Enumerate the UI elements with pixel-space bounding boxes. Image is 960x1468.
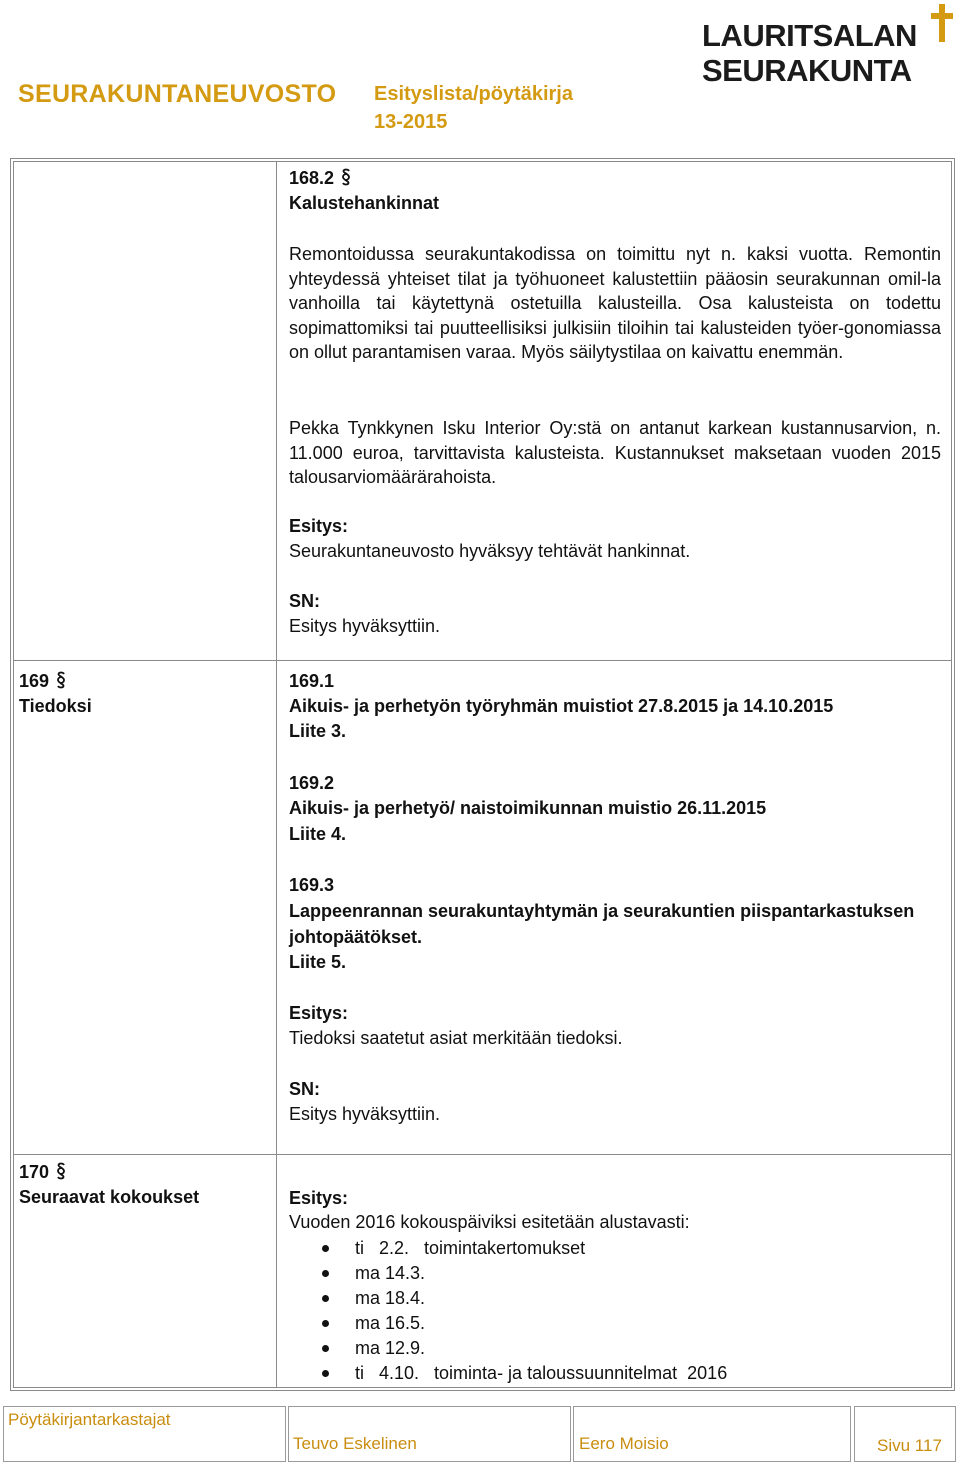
item-169-2-text: Aikuis- ja perhetyö/ naistoimikunnan muistio 26.11.2015 — [289, 798, 767, 818]
paragraph-168-2-a: Remontoidussa seurakuntakodissa on toimittu nyt n. kaksi vuotta. Remontin yhteydessä yhteiset tilat ja työhuoneet kalustettiin pääosin seurakunnan omil-la vanhoilla tai käytettynä ostetuilla kalusteilla. Osa kalusteista on todettu sopimattomiksi tai puutteellisiksi julkisiin tiloihin tai kalusteiden työer-gonomiassa on ollut parantamisen varaa. Myös säilytystilaa on kaivattu enemmän. — [289, 244, 941, 362]
doc-number: 13-2015 — [374, 111, 448, 133]
sn-label-169: SN: — [289, 1079, 320, 1099]
sn-label-168: SN: — [289, 591, 320, 611]
footer-reviewer-1: Teuvo Eskelinen — [293, 1434, 417, 1453]
esitys-label-168: Esitys: — [289, 516, 349, 536]
list-item: ma 16.5. — [322, 1311, 727, 1336]
section-170-title: Seuraavat kokoukset — [19, 1187, 200, 1207]
list-item: ma 18.4. — [322, 1286, 727, 1311]
logo-line1: LAURITSALAN — [702, 18, 917, 53]
section-sign-icon — [55, 670, 67, 690]
section-169-number: 169 — [19, 671, 50, 691]
item-169-1-number: 169.1 — [289, 671, 335, 691]
item-169-2-attachment: Liite 4. — [289, 824, 347, 844]
esitys-label-170: Esitys: — [289, 1188, 349, 1208]
section-170-number: 170 — [19, 1162, 50, 1182]
row-divider-170 — [13, 1154, 952, 1155]
paragraph-168-2-b: Pekka Tynkkynen Isku Interior Oy:stä on antanut karkean kustannusarvion, n. 11.000 euroa, tarvittavista kalusteista. Kustannukset maksetaan vuoden 2015 talousarviomäärärahoista. — [289, 418, 941, 487]
page-number: Sivu 117 — [877, 1436, 942, 1455]
meeting-dates-list — [322, 1236, 727, 1386]
list-item: ma 14.3. — [322, 1261, 727, 1286]
row-divider-169 — [13, 660, 952, 661]
header-title: SEURAKUNTANEUVOSTO — [18, 80, 337, 108]
esitys-text-169: Tiedoksi saatetut asiat merkitään tiedoksi. — [289, 1028, 623, 1048]
sn-text-169: Esitys hyväksyttiin. — [289, 1104, 441, 1124]
item-number-168-2: 168.2 — [289, 166, 352, 191]
left-col-border-169 — [276, 660, 277, 1154]
item-169-2-number: 169.2 — [289, 773, 335, 793]
doc-type: Esityslista/pöytäkirja — [374, 83, 573, 105]
cross-icon — [930, 4, 954, 42]
section-169-title: Tiedoksi — [19, 696, 92, 716]
item-169-1-text: Aikuis- ja perhetyön työryhmän muistiot 27.8.2015 ja 14.10.2015 — [289, 696, 834, 716]
footer-reviewer-2: Eero Moisio — [579, 1434, 669, 1453]
item-169-3-number: 169.3 — [289, 875, 335, 895]
list-item: ti 2.2. toimintakertomukset — [322, 1236, 727, 1261]
list-item: ti 4.10. toiminta- ja taloussuunnitelmat 2016 — [322, 1361, 727, 1386]
item-169-3-text-line1: Lappeenrannan seurakuntayhtymän ja seurakuntien piispantarkastuksen — [289, 901, 915, 921]
section-sign-icon — [340, 167, 352, 187]
sn-text-168: Esitys hyväksyttiin. — [289, 616, 441, 636]
esitys-text-168: Seurakuntaneuvosto hyväksyy tehtävät hankinnat. — [289, 541, 691, 561]
logo-line2: SEURAKUNTA — [702, 53, 912, 88]
parish-logo — [702, 18, 917, 88]
item-169-3-attachment: Liite 5. — [289, 952, 347, 972]
item-title-168-2: Kalustehankinnat — [289, 193, 440, 213]
left-col-border-168 — [276, 161, 277, 660]
left-col-border-170 — [276, 1154, 277, 1388]
list-item: ma 12.9. — [322, 1336, 727, 1361]
section-170-heading — [19, 1160, 199, 1210]
section-169-heading — [19, 669, 92, 719]
esitys-label-169: Esitys: — [289, 1003, 349, 1023]
footer-label: Pöytäkirjantarkastajat — [8, 1410, 171, 1429]
header-doc-info — [374, 80, 573, 136]
section-sign-icon — [55, 1161, 67, 1181]
item-169-3-text-line2: johtopäätökset. — [289, 927, 423, 947]
item-169-1-attachment: Liite 3. — [289, 721, 347, 741]
meeting-dates-intro: Vuoden 2016 kokouspäiviksi esitetään alustavasti: — [289, 1212, 690, 1232]
